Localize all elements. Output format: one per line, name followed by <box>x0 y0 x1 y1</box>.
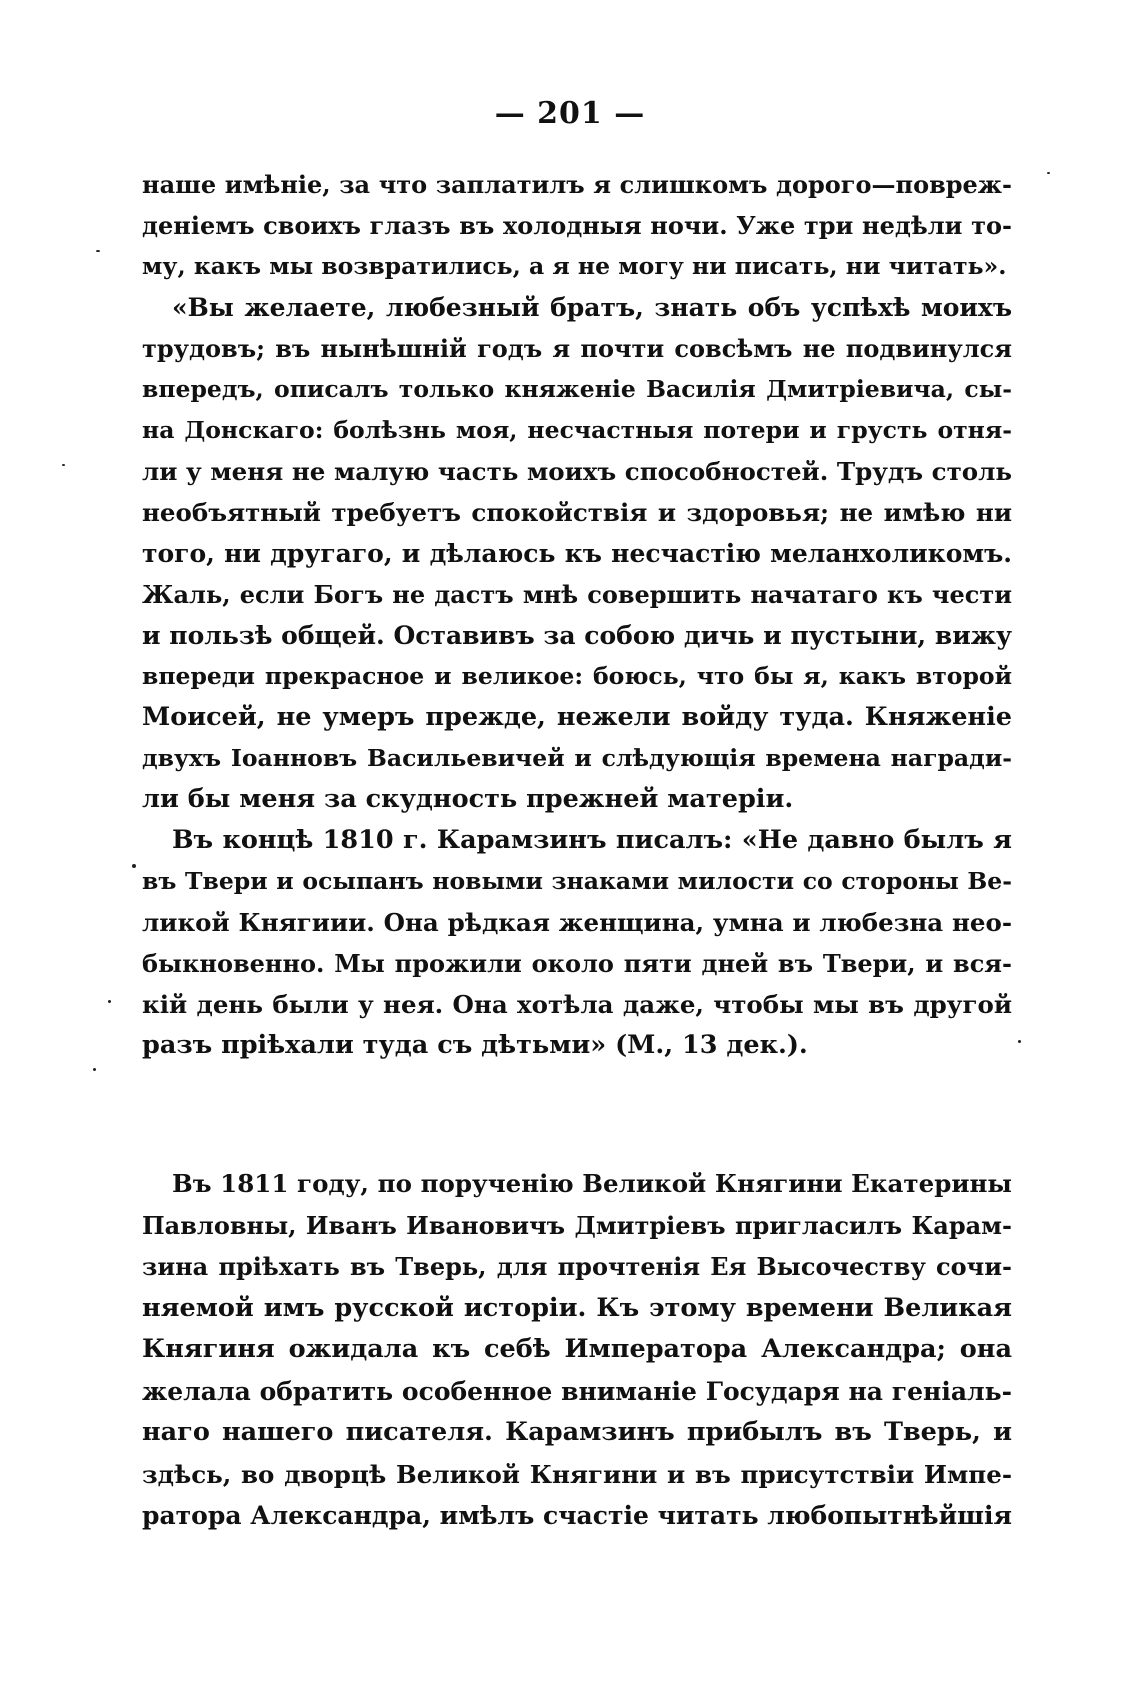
text-line: и пользѣ общей. Оставивъ за собою дичь и пустыни, вижу <box>142 621 1012 650</box>
text-line: необъятный требуетъ спокойствія и здоровья; не имѣю ни <box>142 498 1012 527</box>
passage-1 <box>142 164 1012 1066</box>
text-line: ли у меня не малую часть моихъ способностей. Трудъ столь <box>142 457 1012 486</box>
text-line: на Донскаго: болѣзнь моя, несчастныя потери и грусть отня- <box>142 416 1012 444</box>
text-line: наго нашего писателя. Карамзинъ прибылъ въ Тверь, и <box>142 1417 1012 1447</box>
text-line: кій день были у нея. Она хотѣла даже, чтобы мы въ другой <box>142 990 1012 1019</box>
scan-speck <box>96 250 100 252</box>
scan-speck <box>132 864 136 868</box>
text-line: ли бы меня за скудность прежней матеріи. <box>142 784 794 814</box>
text-line: деніемъ своихъ глазъ въ холодныя ночи. Уже три недѣли то- <box>142 211 1012 240</box>
scan-speck <box>62 464 65 466</box>
text-line: здѣсь, во дворцѣ Великой Княгини и въ присутствіи Импе- <box>142 1459 1012 1489</box>
text-line: наше имѣніе, за что заплатилъ я слишкомъ дорого—повреж- <box>142 170 1012 199</box>
text-line: няемой имъ русской исторіи. Къ этому времени Великая <box>142 1292 1012 1323</box>
text-line: Моисей, не умеръ прежде, нежели войду туда. Княженіе <box>142 702 1012 732</box>
text-line: Княгиня ожидала къ себѣ Императора Александра; она <box>142 1334 1012 1364</box>
text-line: ратора Александра, имѣлъ счастіе читать любопытнѣйшія <box>142 1501 1012 1530</box>
scan-speck <box>1018 1040 1021 1043</box>
text-line: му, какъ мы возвратились, а я не могу ни писать, ни читать». <box>142 252 1007 280</box>
scan-speck <box>93 1068 96 1071</box>
text-line: двухъ Іоанновъ Васильевичей и слѣдующія времена награди- <box>142 744 1012 772</box>
text-line: впередъ, описалъ только княженіе Василія Дмитріевича, сы- <box>142 375 1012 403</box>
scan-speck <box>1047 172 1050 174</box>
text-line: трудовъ; въ нынѣшній годъ я почти совсѣмъ не подвинулся <box>142 334 1012 363</box>
text-line: впереди прекрасное и великое: боюсь, что бы я, какъ второй <box>142 662 1012 690</box>
text-line: ликой Княгиии. Она рѣдкая женщина, умна и любезна нео- <box>142 908 1012 937</box>
scan-speck <box>108 1000 111 1003</box>
passage-2 <box>142 1163 1012 1537</box>
text-line: разъ пріѣхали туда съ дѣтьми» (М., 13 дек.). <box>142 1030 808 1060</box>
text-line: Жаль, если Богъ не дастъ мнѣ совершить начатаго къ чести <box>142 580 1012 609</box>
text-line: Павловны, Иванъ Ивановичъ Дмитріевъ пригласилъ Карам- <box>142 1210 1012 1240</box>
page-number: — 201 — <box>494 96 646 131</box>
text-line: зина пріѣхать въ Тверь, для прочтенія Ея Высочеству сочи- <box>142 1252 1012 1281</box>
text-line: въ Твери и осыпанъ новыми знаками милости со стороны Ве- <box>142 867 1012 895</box>
text-line: того, ни другаго, и дѣлаюсь къ несчастію меланхоликомъ. <box>142 539 1012 568</box>
text-line: Въ концѣ 1810 г. Карамзинъ писалъ: «Не давно былъ я <box>172 825 1012 855</box>
text-line: быкновенно. Мы прожили около пяти дней въ Твери, и вся- <box>142 949 1012 978</box>
text-line: Въ 1811 году, по порученію Великой Княгини Екатерины <box>172 1169 1012 1198</box>
text-line: желала обратить особенное вниманіе Государя на геніаль- <box>142 1376 1012 1406</box>
text-line: «Вы желаете, любезный братъ, знать объ успѣхѣ моихъ <box>172 293 1012 322</box>
